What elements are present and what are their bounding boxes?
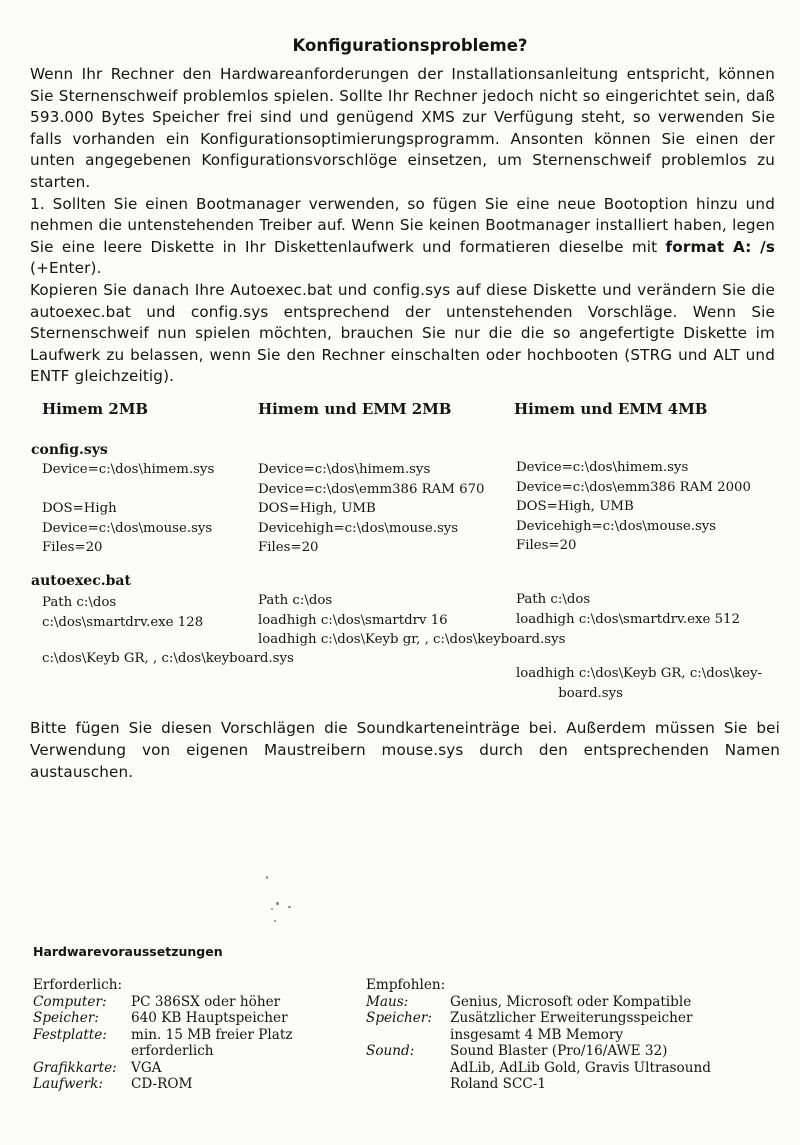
config-column-1: Device=c:\dos\himem.sys DOS=High Device=c:\dos\mouse.sys Files=20: [42, 462, 215, 555]
autoexec-column-1-keyb: c:\dos\Keyb GR, , c:\dos\keyboard.sys: [42, 651, 294, 666]
config-sys-heading: config.sys: [31, 442, 108, 458]
autoexec-bat-heading: autoexec.bat: [31, 573, 131, 589]
required-block: [33, 977, 293, 1093]
config-column-3: Device=c:\dos\himem.sys Device=c:\dos\emm386 RAM 2000 DOS=High, UMB Devicehigh=c:\dos\mouse.sys Files=20: [516, 460, 751, 553]
required-value: PC 386SX oder höher: [131, 993, 281, 1010]
required-row: [33, 1076, 293, 1093]
recommended-value: Genius, Microsoft oder Kompatible: [450, 993, 692, 1010]
required-value: min. 15 MB freier Platz erforderlich: [131, 1026, 293, 1059]
recommended-row: [366, 1043, 711, 1093]
page-title: Konfigurationsprobleme?: [292, 36, 528, 55]
recommended-value: Zusätzlicher Erweiterungsspeicher insgesamt 4 MB Memory: [450, 1010, 693, 1043]
autoexec-column-1: Path c:\dos c:\dos\smartdrv.exe 128: [42, 595, 204, 630]
required-label: Speicher:: [33, 1010, 99, 1026]
recommended-heading: Empfohlen:: [366, 977, 446, 993]
column-header-himem-emm-4mb: Himem und EMM 4MB: [514, 400, 708, 418]
intro-paragraph-3: Kopieren Sie danach Ihre Autoexec.bat und config.sys auf diese Diskette und verändern Sie die autoexec.bat und config.sys entsprechend der untenstehenden Vorschläge. Wenn Sie Sternenschweif nun spielen möchten, brauchen Sie nur die die so angefertigte Diskette im Laufwerk zu belassen, wenn Sie den Rechner einschalten oder hochbooten (STRG und ALT und ENTF gleichzeitig).: [30, 280, 775, 386]
autoexec-column-2: Path c:\dos loadhigh c:\dos\smartdrv 16 loadhigh c:\dos\Keyb gr, , c:\dos\keyboard.sys: [258, 593, 566, 647]
intro-paragraph-2: [30, 194, 775, 280]
intro-paragraph-2-suffix: (+Enter).: [30, 259, 102, 278]
config-column-2: Device=c:\dos\himem.sys Device=c:\dos\emm386 RAM 670 DOS=High, UMB Devicehigh=c:\dos\mouse.sys Files=20: [258, 462, 485, 555]
required-label: Laufwerk:: [33, 1076, 103, 1092]
required-row: [33, 1010, 293, 1027]
column-header-himem-2mb: Himem 2MB: [42, 400, 149, 418]
required-row: [33, 1027, 293, 1060]
required-label: Festplatte:: [33, 1026, 107, 1043]
required-value: VGA: [131, 1059, 162, 1076]
recommended-value: Sound Blaster (Pro/16/AWE 32) AdLib, AdLib Gold, Gravis Ultrasound Roland SCC-1: [450, 1043, 711, 1092]
required-row: [33, 994, 293, 1011]
column-header-himem-emm-2mb: Himem und EMM 2MB: [258, 400, 452, 418]
required-row: [33, 1060, 293, 1077]
recommended-row: [366, 1010, 711, 1043]
hardware-heading: Hardwarevoraussetzungen: [33, 944, 223, 959]
required-value: 640 KB Hauptspeicher: [131, 1010, 288, 1026]
recommended-label: Speicher:: [366, 1010, 432, 1026]
recommended-label: Maus:: [366, 993, 409, 1010]
intro-paragraph-2-text: 1. Sollten Sie einen Bootmanager verwenden, so fügen Sie eine neue Bootoption hinzu und nehmen die untenstehenden Treiber auf. Wenn Sie keinen Bootmanager installiert haben, legen Sie eine leere Diskette in Ihr Diskettenlaufwerk und formatieren dieselbe mit: [30, 194, 775, 256]
autoexec-column-3: Path c:\dos loadhigh c:\dos\smartdrv.exe 512: [516, 592, 740, 627]
outro-text: Bitte fügen Sie diesen Vorschlägen die Soundkarteneinträge bei. Außerdem müssen Sie bei Verwendung von eigenen Maustreibern mouse.sys durch den entsprechenden Namen austauschen.: [30, 719, 780, 781]
recommended-label: Sound:: [366, 1043, 415, 1059]
required-value: CD-ROM: [131, 1076, 193, 1092]
intro-paragraph-1: Wenn Ihr Rechner den Hardwareanforderungen der Installationsanleitung entspricht, können Sie Sternenschweif problemlos spielen. Sollte Ihr Rechner jedoch nicht so eingerichtet sein, daß 593.000 Bytes Speicher frei sind und genügend XMS zur Verfügung steht, so verwenden Sie falls vorhanden ein Konfigurationsoptimierungsprogramm. Ansonten können Sie einen der unten angegebenen Konfigurationsvorschlöge einsetzen, um Sternenschweif problemlos zu starten.: [30, 65, 775, 191]
format-command: format A: /s: [665, 237, 776, 256]
intro-text: [30, 64, 775, 388]
required-label: Computer:: [33, 993, 107, 1010]
required-label: Grafikkarte:: [33, 1059, 117, 1076]
required-heading: Erforderlich:: [33, 977, 123, 993]
recommended-row: [366, 994, 711, 1011]
autoexec-column-3-keyb: loadhigh c:\dos\Keyb GR, c:\dos\key- board.sys: [516, 666, 762, 701]
recommended-block: [366, 977, 711, 1093]
